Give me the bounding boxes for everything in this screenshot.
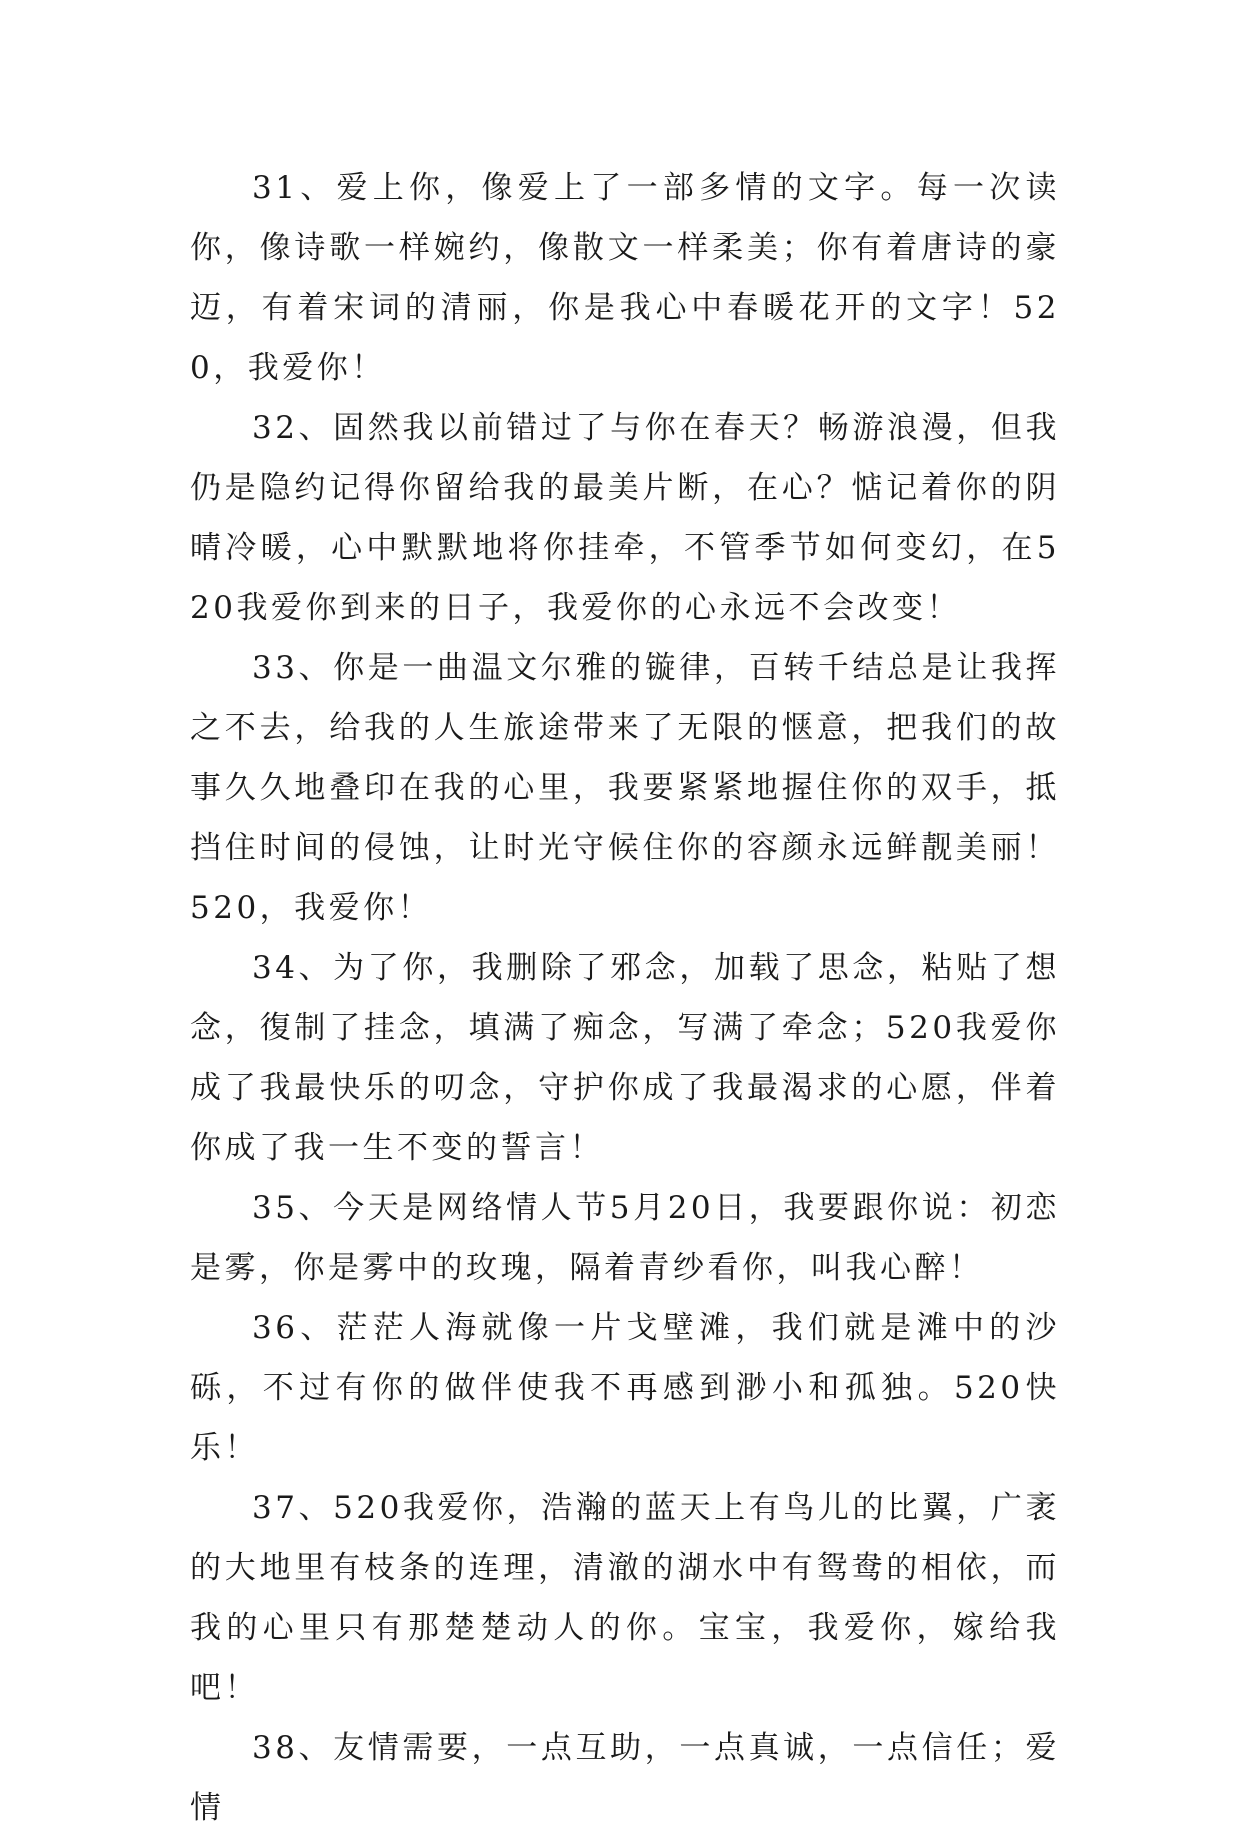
paragraph-31: 31、爱上你，像爱上了一部多情的文字。每一次读你，像诗歌一样婉约，像散文一样柔美；你有着唐诗的豪迈，有着宋词的清丽，你是我心中春暖花开的文字！520，我爱你！: [190, 170, 1060, 386]
paragraph-32: 32、固然我以前错过了与你在春天？畅游浪漫，但我仍是隐约记得你留给我的最美片断，在心？惦记着你的阴晴冷暖，心中默默地将你挂牵，不管季节如何变幻，在520我爱你到来的日子，我爱你的心永远不会改变！: [190, 410, 1060, 626]
paragraph-37: 37、520我爱你，浩瀚的蓝天上有鸟儿的比翼，广袤的大地里有枝条的连理，清澈的湖水中有鸳鸯的相依，而我的心里只有那楚楚动人的你。宝宝，我爱你，嫁给我吧！: [190, 1490, 1060, 1706]
paragraph-34: 34、为了你，我删除了邪念，加载了思念，粘贴了想念，復制了挂念，填满了痴念，写满了牵念；520我爱你成了我最快乐的叨念，守护你成了我最渴求的心愿，伴着你成了我一生不变的誓言！: [190, 950, 1060, 1166]
paragraph-38: 38、友情需要，一点互助，一点真诚，一点信任；爱情: [190, 1730, 1060, 1826]
paragraph-35: 35、今天是网络情人节5月20日，我要跟你说：初恋是雾，你是雾中的玫瑰，隔着青纱看你，叫我心醉！: [190, 1190, 1060, 1286]
paragraph-36: 36、茫茫人海就像一片戈壁滩，我们就是滩中的沙砾，不过有你的做伴使我不再感到渺小和孤独。520快乐！: [190, 1310, 1060, 1466]
paragraph-33: 33、你是一曲温文尔雅的镟律，百转千结总是让我挥之不去，给我的人生旅途带来了无限的惬意，把我们的故事久久地叠印在我的心里，我要紧紧地握住你的双手，抵挡住时间的侵蚀，让时光守候住你的容颜永远鲜靓美丽！520，我爱你！: [190, 650, 1060, 926]
document-body: [190, 158, 1060, 1838]
